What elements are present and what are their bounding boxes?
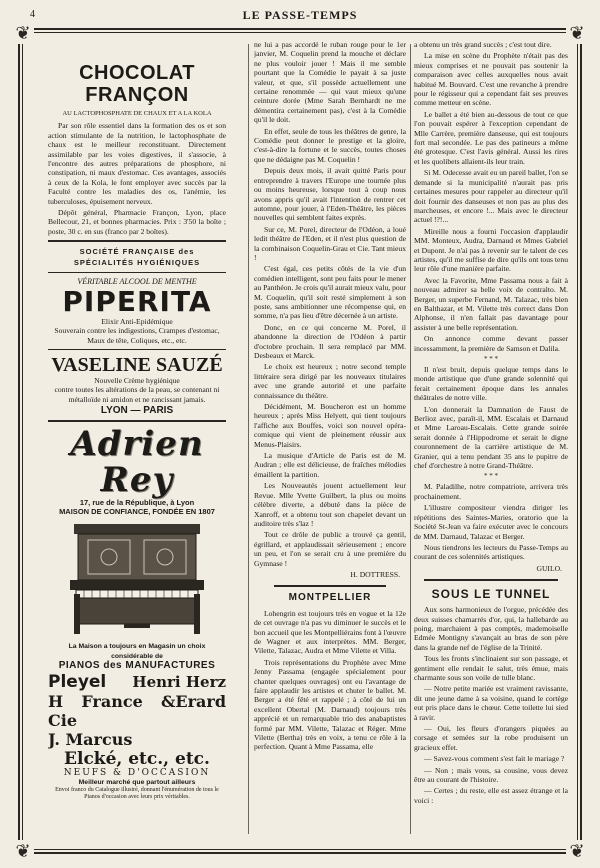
rey-neufs: NEUFS & D'OCCASION <box>63 767 211 778</box>
vaseline-ad <box>48 354 226 416</box>
page-number: 4 <box>30 9 35 20</box>
paragraph: Il n'est bruit, depuis quelque temps dans le monde artistique que d'une grande solennité qui ferait certainement époque dans les annales théâtrales de notre ville. <box>414 365 568 403</box>
brand-france: H France & Cie <box>48 691 176 730</box>
journal-title: LE PASSE-TEMPS <box>242 8 358 22</box>
paragraph: — Certes ; du reste, elle est assez étrange et la voici : <box>414 786 568 805</box>
paragraph: ne lui a pas accordé le ruban rouge pour le 1er janvier, M. Coquelin prend la mouche et déclare ne plus vouloir jouer ! Mais il me semble pourtant que la Comédie le payait à sa juste valeur, et que, s'il possède actuellement une certaine renommée — qui vaut mieux qu'une ceinture dorée (Mme Sarah Bernhardt ne me démentira certainement pas), c'est à la Comédie qu'il le doit. <box>254 40 406 125</box>
paragraph: Trois représentations du Prophète avec Mme Jenny Passama (engagée spécialement pour chanter quelques ouvrages) ont eu l'avantage de faire applaudir les artistes et chuter le ballet. M. Berger a été fêté et rappelé ; à côté de lui un excellent Obertal (M. Darnaud) toujours très apprécié et un remarquable trio des anabaptistes formé par MM. Vilette, Talazac et Réger. Mme Vilette (Bertha) très en voix, a tenu ce rôle à la perfection. Quant à Mme Passama, elle <box>254 657 406 752</box>
paragraph: — Oui, les fleurs d'orangers piquées au corsage et semées sur la robe produisent un gracieux effet. <box>414 724 568 752</box>
corner-ornament-icon: ❦ <box>12 840 34 862</box>
paragraph: L'illustre compositeur viendra diriger les répétitions des Saintes-Maries, oratorio que la Société St-Jean va faire exécuter avec le concours de MM. Darnaud, Talazac et Berger. <box>414 503 568 541</box>
divider <box>424 579 558 581</box>
rey-pianos: PIANOS des MANUFACTURES <box>58 660 216 672</box>
paragraph: Donc, en ce qui concerne M. Porel, il abandonne la direction de l'Odéon à partir d'octobre prochain. Il sera remplacé par MM. Desbeaux et Marck. <box>254 322 406 360</box>
paragraph: Avec la Favorite, Mme Passama nous a fait à nouveau admirer sa belle voix de contralto. M. Berger, un superbe Fernand, M. Talazac, très bien en Balthazar, et M. Vilette très correct dans Don Alphonse, il n'en fallait pas davantage pour assister à une belle représentation. <box>414 275 568 332</box>
paragraph: Les Nouveautés jouent actuellement leur Revue. Mlle Yvette Guilbert, la plus ou moins célèbre diverte, a débuté dans la pièce de Xanroff, et a obtenu tout son chapelet devant un auditoire très s'laz ! <box>254 481 406 528</box>
rey-ad <box>48 423 226 802</box>
paragraph: La mise en scène du Prophète n'était pas des mieux comprises et ne pouvait pas soutenir la comparaison avec celles auxquelles nous avait habitué M. Bouvard. C'est une revanche à prendre pour le régisseur qui a cependant fait ses preuves comme metteur en scène. <box>414 51 568 108</box>
vaseline-text: contre toutes les altérations de la peau, se contenant ni métalloïde ni amidon et ne rancissant jamais. <box>54 385 220 404</box>
column-rule <box>410 44 411 834</box>
piperita-tagline: Elixir Anti-Epidémique <box>101 316 173 326</box>
divider <box>48 349 226 350</box>
divider <box>274 585 386 587</box>
paragraph: — Savez-vous comment s'est fait le mariage ? <box>424 754 565 764</box>
paragraph: On annonce comme devant passer incessamment, la première de Samson et Dalila. <box>414 334 568 353</box>
rey-name: Adrien Rey <box>70 423 204 500</box>
paragraph: Aux sons harmonieux de l'orgue, précédée des deux suisses chamarrés d'or, qui, la hallebarde au poing, marchaient à pas comptés, mademoiselle Edmée Montigny s'avançait au bras de son père dans la grande nef de l'église de la Trinité. <box>414 605 568 652</box>
chocolat-title: CHOCOLAT FRANÇON <box>79 62 195 106</box>
brand-row-2 <box>48 692 226 730</box>
advertisements-column <box>48 40 226 840</box>
paragraph: L'on donnerait la Damnation de Faust de Berlioz avec, paraît-il, MM. Escalais et Darnaud et Mme Laroau-Escalais. Cette grande soirée serait donnée à l'Hippodrome et serait le digne couronnement de la carrière artistique de M. Granier, qui a tenu pendant 35 ans le pupitre de chef d'orchestre à notre Grand-Théâtre. <box>414 404 568 471</box>
paragraph: a obtenu un très grand succès ; c'est tout dire. <box>414 40 552 49</box>
rey-slogan: MAISON DE CONFIANCE, FONDÉE EN 1807 <box>59 506 215 516</box>
paragraph: Tout ce drôle de public a trouvé ça gentil, égrillard, et applaudissait sérieusement ; encore un peu, et l'on se serait cru à une première du Gymnase ! <box>254 530 406 568</box>
rey-marche: Meilleur marché que partout ailleurs <box>78 778 196 786</box>
rey-magasin: La Maison a toujours en Magasin un choix considérable de <box>68 643 206 660</box>
rey-address: 17, rue de la République, à Lyon <box>79 497 195 507</box>
piperita-text: Souverain contre les indigestions, Crampes d'estomac, Maux de tête, Coliques, etc., etc. <box>54 326 220 345</box>
brand-row-1 <box>48 673 226 692</box>
signature: GUILO. <box>536 563 562 573</box>
page-header <box>0 0 600 30</box>
paragraph: Sur ce, M. Porel, directeur de l'Odéon, a loué ledit théâtre de l'Eden, et il n'est plus question de la combinaison Coquelin-Grau et Cie. Tant mieux ! <box>254 224 406 262</box>
paragraph: M. Paladilhe, notre compatriote, arrivera très prochainement. <box>414 482 568 501</box>
societe-title: SOCIÉTÉ FRANÇAISE des SPÉCIALITÉS HYGIÉNIQUES <box>73 247 201 268</box>
column-rule <box>248 44 249 834</box>
paragraph: En effet, seule de tous les théâtres de genre, la Comédie peut donner le prestige et la gloire, c'est-à-dire la fortune et le succès, toutes choses que ne dédaigne pas M. Coquelin ! <box>254 126 406 164</box>
chocolat-ad <box>48 62 226 236</box>
paragraph: Si M. Odecesse avait eu un pareil ballet, l'on se demande si la municipalité n'aurait pas pris certaines mesures pour rappeler au directeur qu'il doit fournir des danseuses et non pas au plus des marcheuses, et encore !... Mais avec le directeur actuel !?!... <box>414 168 568 225</box>
corner-ornament-icon: ❦ <box>566 840 588 862</box>
paragraph: — Notre petite mariée est vraiment ravissante, dit une jeune dame à sa voisine, quand le cortège eut pris place dans le chœur. Cette toilette lui sied à ravir. <box>414 684 568 722</box>
article-column-3 <box>414 40 568 840</box>
divider <box>48 420 226 422</box>
chocolat-text: Par son rôle essentiel dans la formation des os et son action stimulante de la nutrition, le lactophosphate de chaux est le meilleur reconstituant. Directement assimilable par les voies digestives, il s'associe, à l'encontre des autres préparations de phosphore, ni constipation, ni maux d'estomac. Ces avantages, associés à ceux de la Kola, le font employer avec succès par la Faculté contre les maladies des os, l'anémie, les tuberculoses, épuisement nerveux. <box>48 121 226 206</box>
chocolat-depot: Dépôt général, Pharmacie Françon, Lyon, place Bellecour, 21, et bonnes pharmacies. Prix : 3'50 la boîte ; poste, 30 c. en sus (franco par 2 boîtes). <box>48 208 226 236</box>
paragraph: Nous tiendrons les lecteurs du Passe-Temps au courant de ces solennités artistiques. <box>414 542 568 562</box>
brand-marcus: J. Marcus <box>48 729 133 749</box>
chocolat-subtitle: AU LACTOPHOSPHATE DE CHAUX ET A LA KOLA <box>62 110 212 117</box>
section-stars: * * * <box>484 355 498 363</box>
paragraph: — Non ; mais vous, sa cousine, vous devez être au courant de l'histoire. <box>414 765 568 785</box>
section-stars: * * * <box>484 472 498 481</box>
piperita-name: PIPERITA <box>62 284 212 318</box>
vaseline-city: LYON — PARIS <box>100 405 174 417</box>
brand-pleyel: Pleyel <box>48 671 107 692</box>
rey-catalogue: Envoi franco du Catalogue illustré, donnant l'énumération de tous le Pianos d'occasion avec leurs prix véritables. <box>55 787 219 801</box>
corner-ornament-icon: ❦ <box>12 22 34 44</box>
paragraph: Lohengrin est toujours très en vogue et la 12e de cet ouvrage n'a pas vu diminuer le succès et le bon accueil que les Montpelliérains font à l'œuvre de Wagner et aux interprètes. MM. Berger, Vilette, Talazac, Audra et Mme Vilette et Villa. <box>254 608 406 656</box>
vaseline-tagline: Nouvelle Crème hygiénique <box>94 375 180 385</box>
brand-erard: Erard <box>175 691 226 711</box>
paragraph: La musique d'Article de Paris est de M. Audran ; elle est délicieuse, de fraîches mélodies émaillent la partition. <box>254 451 406 479</box>
section-title-tunnel: SOUS LE TUNNEL <box>431 587 551 602</box>
paragraph: Décidément, M. Boucheron est un homme heureux ; après Miss Helyett, qui tient toujours l'affiche aux Bouffes, voici son nouvel opéra-comique qui vient de pleinement réussir aux Menus-Plaisirs. <box>254 402 406 449</box>
paragraph: Depuis deux mois, il avait quitté Paris pour entreprendre à travers l'Europe une tournée plus ou moins heureuse, lorsque tout à coup nous avons appris qu'il avait l'intention de rentrer cet automne, pour jouer, à l'Eden-Théâtre, les pièces nouvelles qui semblent faites exprès. <box>254 166 406 223</box>
section-title-montpellier: MONTPELLIER <box>288 592 372 604</box>
corner-ornament-icon: ❦ <box>566 22 588 44</box>
piperita-ad <box>48 277 226 345</box>
paragraph: Mireille nous a fourni l'occasion d'applaudir MM. Monteux, Audra, Darnaud et Mmes Gabriel et Dupont. Je n'ai pas à revenir sur le talent de ces artistes, qu'il me suffise de dire qu'ils ont tous tenu leur rôle d'une manière parfaite. <box>414 226 568 274</box>
piperita-label: VÉRITABLE ALCOOL DE MENTHE <box>77 277 197 287</box>
paragraph: Le choix est heureux ; notre second temple littéraire sera dirigé par les nouveaux titulaires avec une grande autorité et une parfaite connaissance du théâtre. <box>254 362 406 400</box>
divider <box>48 240 226 242</box>
vaseline-name: VASELINE SAUZÉ <box>51 353 223 376</box>
piano-illustration <box>48 520 226 638</box>
article-column-2 <box>254 40 406 840</box>
brand-elcke: Elcké, etc., etc. <box>64 748 210 769</box>
paragraph: C'est égal, ces petits côtés de la vie d'un comédien intelligent, sont peu faits pour le mener au Panthéon. Je crois qu'il aurait mieux valu, pour M. Coquelin, qu'il soit resté simplement à son poste, sans ambitionner une récompense qui, en somme, n'a pas lieu d'être décernée à un artiste. <box>254 264 406 321</box>
paragraph: Tous les fronts s'inclinaient sur son passage, et gentiment elle rendait le salut, très émue, mais charmante sous son voile de tulle blanc. <box>414 654 568 682</box>
paragraph: Le ballet a été bien au-dessous de tout ce que l'on pouvait espérer à l'exception cependant de Mlle Carrère, première danseuse, qui est toujours fort mal secondée. Le pas des patineurs a même été grotesque. C'est l'avis général. Aussi les rires et les quolibets allaient-ils leur train. <box>414 109 568 166</box>
brand-herz: Henri Herz <box>132 672 226 691</box>
divider <box>48 272 226 273</box>
signature: H. DOTTRESS. <box>350 569 400 579</box>
piano-icon <box>62 520 212 638</box>
